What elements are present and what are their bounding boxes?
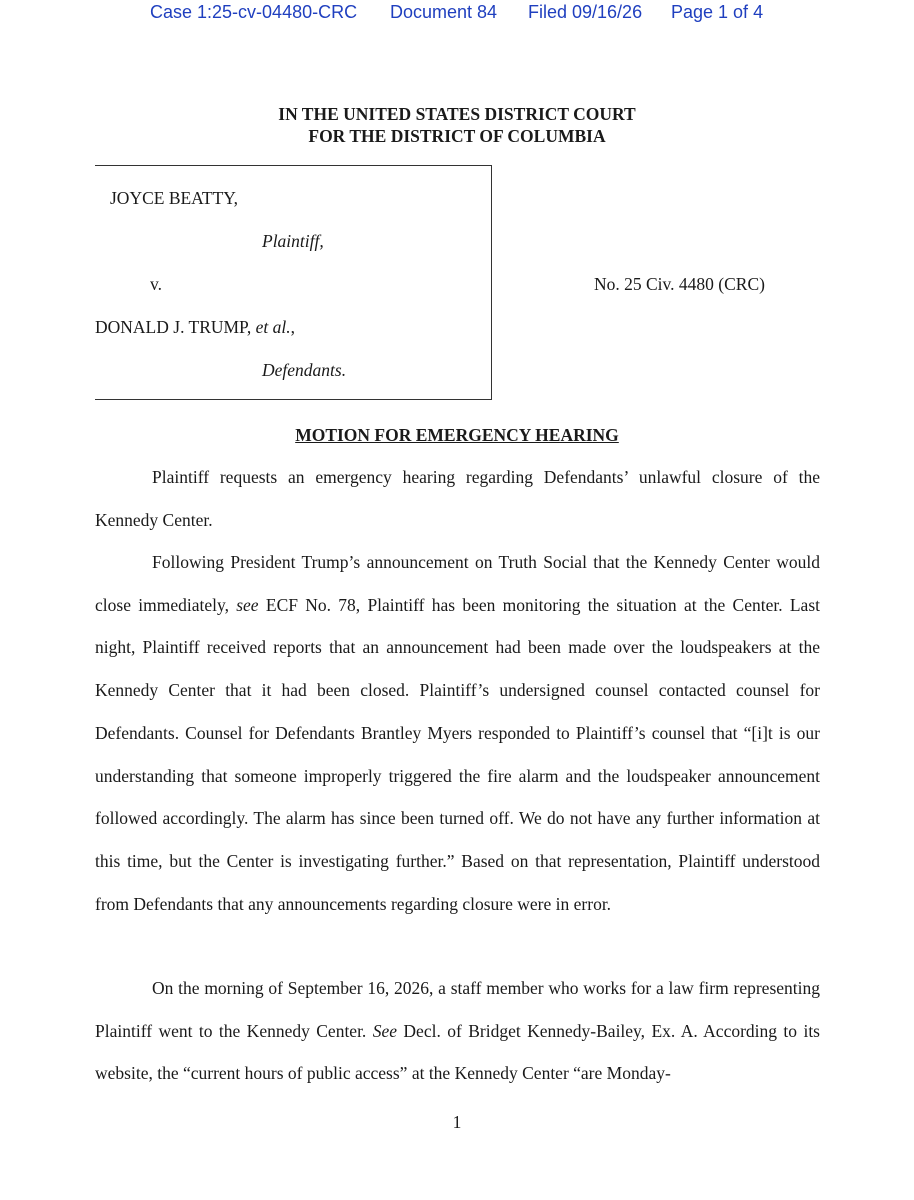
plaintiff-role: Plaintiff, (262, 231, 324, 251)
paragraph-2 (95, 541, 820, 925)
paragraph-3-see: See (372, 1020, 398, 1041)
defendant-name-text: DONALD J. TRUMP, (95, 317, 256, 337)
paragraph-3 (95, 967, 820, 1095)
paragraph-2-part-b: ECF No. 78, Plaintiff has been monitoring the situation at the Center. Last night, Plaintiff received reports that an announcement had been made over the loudspeakers at the Kennedy Center that it had been closed. Plaintiff’s undersigned counsel contacted counsel for Defendants. Counsel for Defendants Brantley Myers responded to Plaintiff’s counsel that “[i]t is our understanding that someone improperly triggered the fire alarm and the loudspeaker announcement followed accordingly. The alarm has since been turned off. We do not have any further information at this time, but the Center is investigating further.” Based on that representation, Plaintiff understood from Defendants that any announcements regarding closure were in error. (95, 594, 820, 914)
plaintiff-name: JOYCE BEATTY, (110, 188, 239, 208)
paragraph-3-part-b: Decl. of Bridget Kennedy-Bailey, Ex. A. According to its website, the “current hours of public access” at the Kennedy Center “are Monday- (95, 1020, 820, 1084)
defendant-name-suffix: , (290, 317, 295, 337)
page-number: 1 (452, 1112, 462, 1132)
paragraph-2-see: see (236, 594, 259, 615)
defendant-et-al: et al. (255, 317, 291, 337)
court-heading (0, 103, 914, 147)
court-heading-line-1: IN THE UNITED STATES DISTRICT COURT (278, 104, 636, 124)
defendant-name (95, 317, 295, 338)
paragraph-3-part-a: On the morning of September 16, 2026, a staff member who works for a law firm representing Plaintiff went to the Kennedy Center. (95, 978, 820, 1041)
versus-label: v. (150, 274, 162, 294)
document-number-header: Document 84 (390, 2, 498, 22)
paragraph-2-part-a: Following President Trump’s announcement on Truth Social that the Kennedy Center would close immediately, (95, 552, 820, 615)
page-count-header: Page 1 of 4 (671, 2, 764, 22)
paragraph-1: Plaintiff requests an emergency hearing regarding Defendants’ unlawful closure of the Kennedy Center. (95, 467, 820, 530)
ecf-header (0, 0, 914, 28)
defendant-role: Defendants. (262, 360, 347, 380)
court-heading-line-2: FOR THE DISTRICT OF COLUMBIA (308, 126, 606, 146)
motion-title: MOTION FOR EMERGENCY HEARING (295, 425, 619, 445)
case-number: No. 25 Civ. 4480 (CRC) (594, 274, 765, 294)
case-number-header: Case 1:25-cv-04480-CRC (150, 2, 358, 22)
filed-date-header: Filed 09/16/26 (528, 2, 643, 22)
